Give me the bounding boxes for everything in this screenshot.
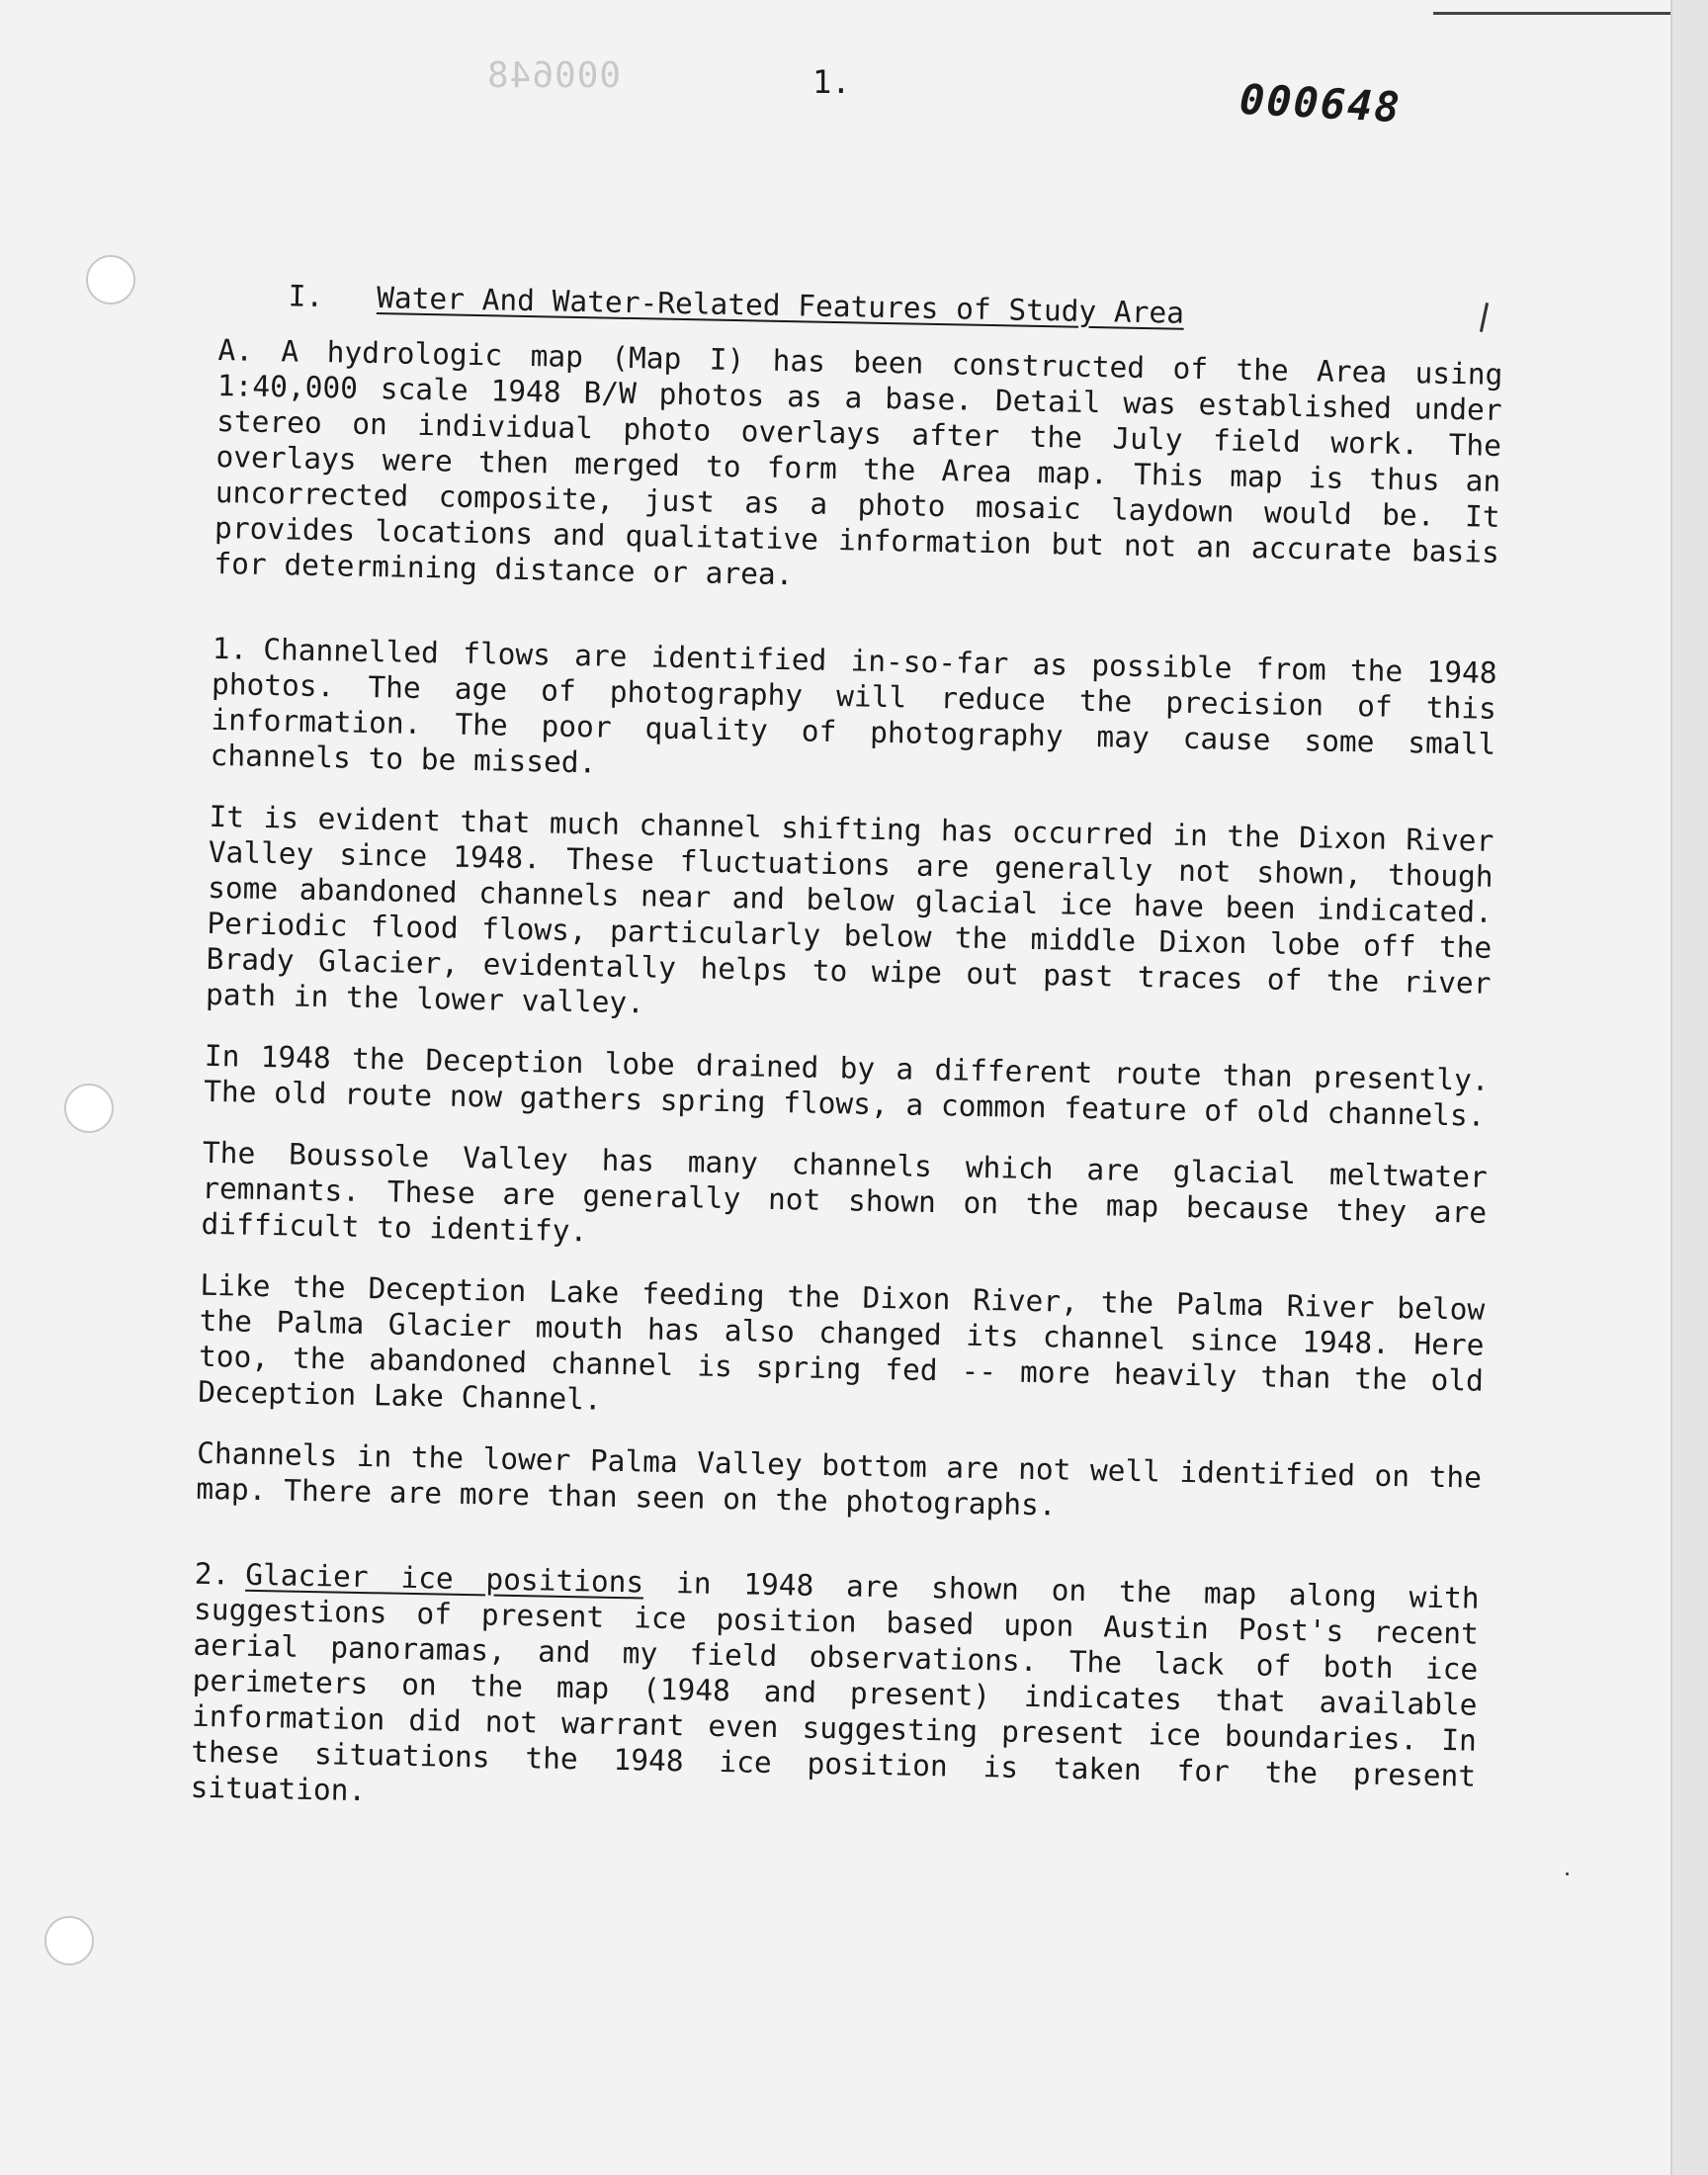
item-number: 2. bbox=[194, 1556, 230, 1592]
section-title: Water And Water-Related Features of Study Area bbox=[376, 281, 1185, 330]
margin-dot bbox=[1566, 1872, 1569, 1875]
binder-hole-bottom bbox=[44, 1916, 94, 1965]
binder-hole-middle bbox=[64, 1084, 114, 1133]
section-heading bbox=[288, 278, 1503, 337]
binder-hole-top bbox=[86, 255, 135, 304]
typed-body bbox=[190, 277, 1503, 1830]
section-number: I. bbox=[288, 279, 324, 314]
item-number: 1. bbox=[212, 631, 248, 666]
paragraph-lower-palma: Channels in the lower Palma Valley bottom are not well identified on the map. There are more than seen on the photographs. bbox=[196, 1436, 1483, 1522]
paragraph-boussole-valley: The Boussole Valley has many channels which are glacial meltwater remnants. These are generally not shown on the map because they are difficult to identify. bbox=[201, 1135, 1489, 1249]
glacier-ice-positions-term: Glacier ice positions bbox=[245, 1557, 644, 1600]
paragraph-palma-river: Like the Deception Lake feeding the Dixon River, the Palma River below the Palma Glacier mouth has also changed its channel since 1948. Here too, the abandoned channel is spring fed -- more heavily than the old Deception Lake Channel. bbox=[198, 1267, 1486, 1417]
bleed-through-stamp: 000648 bbox=[486, 55, 622, 96]
paragraph-2-text: in 1948 are shown on the map along with suggestions of present ice position based upon Austin Post's recent aerial panoramas, and my field observations. The lack of both ice perimeters on the map (1948 and present) indicates that available information did not warrant even suggesting present ice boundaries. In these situations the 1948 ice position is taken for the present situation. bbox=[190, 1565, 1480, 1808]
paragraph-1-text: Channelled flows are identified in-so-far as possible from the 1948 photos. The age of photography will reduce the precision of this information. The poor quality of photography may cause some small channels to be missed. bbox=[210, 632, 1497, 780]
paragraph-deception-lobe: In 1948 the Deception lobe drained by a different route than presently. The old route now gathers spring flows, a common feature of old channels. bbox=[203, 1038, 1490, 1133]
page-number: 1. bbox=[812, 63, 851, 101]
paragraph-2 bbox=[190, 1556, 1480, 1830]
paragraph-dixon-valley: It is evident that much channel shifting has occurred in the Dixon River Valley since 1948. These fluctuations are generally not shown, though some abandoned channels near and below glacial ice have been indicated. Periodic flood flows, particularly below the middle Dixon lobe off the Brady Glacier, evidentally helps to wipe out past traces of the river path in the lower valley. bbox=[205, 799, 1494, 1020]
scan-edge-line bbox=[1433, 12, 1670, 15]
paragraph-1 bbox=[210, 631, 1497, 798]
scanner-background bbox=[1672, 0, 1708, 2175]
paragraph-a: A. A hydrologic map (Map I) has been constructed of the Area using 1:40,000 scale 1948 B/W photos as a base. Detail was established under stereo on individual photo overlays after the July field work. The overlays were then merged to form the Area map. This map is thus an uncorrected composite, just as a photo mosaic laydown would be. It provides locations and qualitative information but not an accurate basis for determining distance or area. bbox=[214, 332, 1503, 592]
document-number-stamp: 000648 bbox=[1238, 74, 1403, 132]
